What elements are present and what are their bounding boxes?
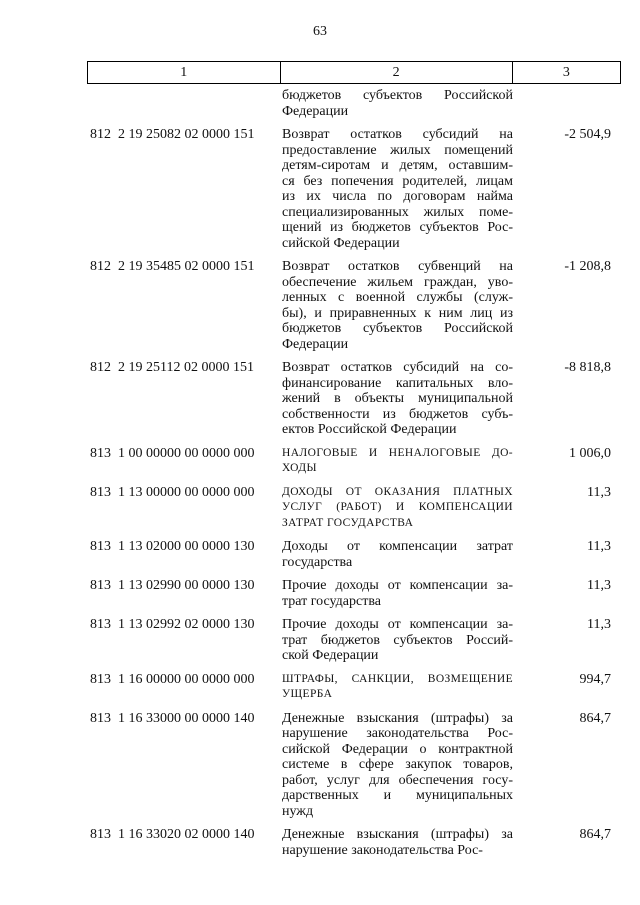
row-name-line: финансирование капитальных вло- — [282, 375, 513, 391]
row-name-line: из их числа по договорам найма — [282, 189, 513, 204]
row-name-line: Денежные взыскания (штрафы) за — [282, 827, 513, 842]
header-col-1: 1 — [88, 62, 281, 84]
row-name-line: государства — [282, 554, 353, 570]
row-value: 864,7 — [579, 827, 611, 842]
row-name-line: обеспечение жильем граждан, уво- — [282, 274, 513, 290]
row-code: 813 1 13 02992 02 0000 130 — [90, 617, 255, 632]
row-name-line: щений из бюджетов субъектов Рос- — [282, 220, 513, 235]
row-name-line: предоставление жилых помещений — [282, 142, 513, 158]
table-row — [87, 360, 621, 438]
row-code: 813 1 16 00000 00 0000 000 — [90, 671, 255, 687]
row-name-line: трат государства — [282, 593, 381, 609]
row-name-line: жений в объекты муниципальной — [282, 391, 513, 406]
row-name-line: бы), и приравненных к ним лиц из — [282, 305, 513, 321]
row-name-line: Федерации — [282, 103, 349, 119]
row-name — [280, 711, 513, 820]
row-name-line: УСЛУГ (РАБОТ) И КОМПЕНСАЦИИ — [282, 501, 513, 513]
row-name — [280, 827, 513, 858]
row-name-line: ХОДЫ — [282, 462, 317, 474]
row-name — [280, 578, 513, 609]
row-name-line: работ, услуг для обеспечения госу- — [282, 772, 513, 788]
row-name-line: системе в сфере закупок товаров, — [282, 757, 513, 772]
row-value: 994,7 — [579, 671, 611, 687]
row-name — [280, 360, 513, 438]
row-name-line: бюджетов субъектов Российской — [282, 321, 513, 336]
table-row — [87, 446, 621, 477]
row-name — [280, 539, 513, 570]
table-header — [87, 61, 621, 84]
row-name — [280, 127, 513, 251]
row-name — [280, 88, 513, 119]
row-name-line: детям-сиротам и детям, оставшим- — [282, 158, 513, 173]
row-name-line: сийской Федерации о контрактной — [282, 741, 513, 757]
row-value: 11,3 — [587, 617, 611, 632]
table-row — [87, 485, 621, 532]
table-row — [87, 711, 621, 820]
row-name-line: дарственных и муниципальных — [282, 788, 513, 803]
row-code: 812 2 19 35485 02 0000 151 — [90, 259, 255, 274]
row-name-line: Возврат остатков субвенций на — [282, 259, 513, 274]
table-row — [87, 827, 621, 858]
row-name-line: бюджетов субъектов Российской — [282, 88, 513, 103]
row-value: -2 504,9 — [564, 127, 611, 142]
table-row — [87, 127, 621, 251]
row-name-line: Возврат остатков субсидий на — [282, 127, 513, 142]
row-code: 812 2 19 25082 02 0000 151 — [90, 127, 255, 142]
table-row — [87, 259, 621, 352]
row-value: 11,3 — [587, 578, 611, 593]
row-name-line: УЩЕРБА — [282, 688, 333, 700]
row-name-line: Денежные взыскания (штрафы) за — [282, 710, 513, 726]
row-name — [280, 259, 513, 352]
row-name-line: Федерации — [282, 336, 349, 352]
row-code: 812 2 19 25112 02 0000 151 — [90, 360, 254, 375]
table-body — [87, 88, 621, 866]
row-name — [280, 672, 513, 703]
row-name-line: Прочие доходы от компенсации за- — [282, 578, 513, 593]
row-name-line: трат бюджетов субъектов Россий- — [282, 632, 513, 648]
table-row — [87, 539, 621, 570]
row-name — [280, 446, 513, 477]
row-name-line: ЗАТРАТ ГОСУДАРСТВА — [282, 516, 414, 529]
page-number: 63 — [313, 24, 327, 39]
table-row — [87, 672, 621, 703]
row-name-line: нарушение законодательства Рос- — [282, 726, 513, 741]
row-code: 813 1 13 00000 00 0000 000 — [90, 484, 255, 500]
row-name-line: ся без попечения родителей, лицам — [282, 173, 513, 189]
row-name-line: Доходы от компенсации затрат — [282, 539, 513, 554]
header-col-3: 3 — [512, 62, 620, 84]
row-name-line: НАЛОГОВЫЕ И НЕНАЛОГОВЫЕ ДО- — [282, 446, 513, 459]
row-name-line: нарушение законодательства Рос- — [282, 842, 483, 858]
row-value: -1 208,8 — [564, 259, 611, 274]
table-row — [87, 617, 621, 664]
row-code: 813 1 13 02990 00 0000 130 — [90, 578, 255, 593]
row-name — [280, 485, 513, 532]
row-code: 813 1 16 33020 02 0000 140 — [90, 827, 255, 842]
row-name-line: ленных с военной службы (служ- — [282, 290, 513, 305]
row-name-line: ШТРАФЫ, САНКЦИИ, ВОЗМЕЩЕНИЕ — [282, 672, 513, 685]
row-value: -8 818,8 — [564, 360, 611, 375]
header-col-2: 2 — [280, 62, 512, 84]
row-value: 11,3 — [587, 484, 611, 500]
row-name — [280, 617, 513, 664]
row-name-line: специализированных жилых поме- — [282, 204, 513, 220]
row-name-line: нужд — [282, 803, 314, 819]
row-name-line: ДОХОДЫ ОТ ОКАЗАНИЯ ПЛАТНЫХ — [282, 485, 513, 498]
row-code: 813 1 13 02000 00 0000 130 — [90, 539, 255, 554]
row-name-line: сийской Федерации — [282, 235, 400, 251]
row-value: 1 006,0 — [569, 445, 611, 461]
table-row — [87, 88, 621, 119]
row-code: 813 1 16 33000 00 0000 140 — [90, 710, 255, 726]
row-value: 864,7 — [579, 710, 611, 726]
row-name-line: Прочие доходы от компенсации за- — [282, 617, 513, 632]
row-name-line: ской Федерации — [282, 648, 379, 663]
row-name-line: ектов Российской Федерации — [282, 422, 457, 437]
row-value: 11,3 — [587, 539, 611, 554]
row-name-line: собственности из бюджетов субъ- — [282, 406, 513, 422]
row-name-line: Возврат остатков субсидий на со- — [282, 360, 513, 375]
row-code: 813 1 00 00000 00 0000 000 — [90, 445, 255, 461]
table-row — [87, 578, 621, 609]
